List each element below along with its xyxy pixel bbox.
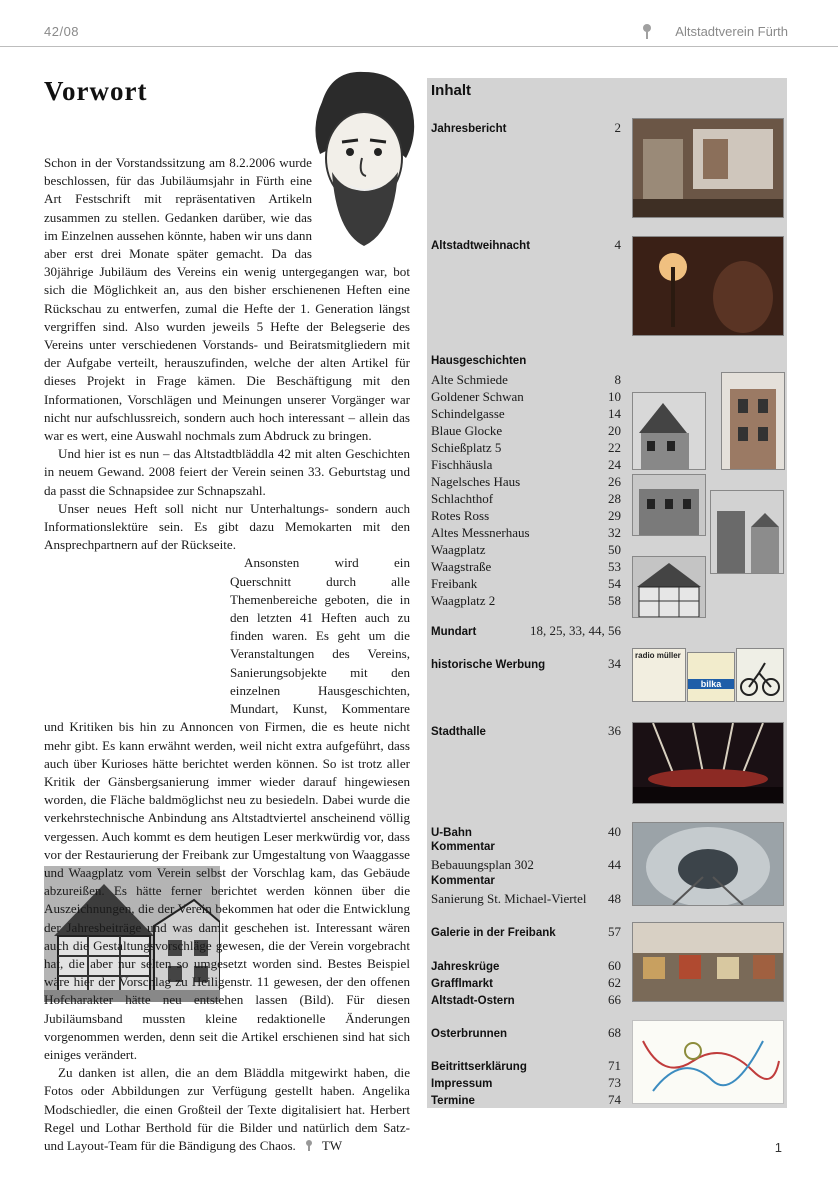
toc-entry[interactable]: Sanierung St. Michael-Viertel 48: [431, 891, 621, 906]
toc-entry[interactable]: historische Werbung 34: [431, 656, 621, 671]
toc-entry[interactable]: Galerie in der Freibank 57: [431, 924, 621, 939]
house-photo-3: [632, 474, 706, 536]
jahresbericht-photo: [632, 118, 784, 218]
toc-entry[interactable]: Beitrittserklärung 71: [431, 1058, 621, 1073]
toc-section-label: Kommentar: [431, 841, 495, 853]
toc-entry[interactable]: Impressum 73: [431, 1075, 621, 1090]
bilka-ad: bilka: [687, 652, 735, 702]
toc-section-label: Kommentar: [431, 875, 495, 887]
paragraph: [44, 554, 410, 1064]
toc-entry[interactable]: Schindelgasse 14: [431, 406, 621, 421]
toc-entry[interactable]: Altstadt-Ostern 66: [431, 992, 621, 1007]
toc-entry[interactable]: Blaue Glocke 20: [431, 423, 621, 438]
paragraph: Und hier ist es nun – das Altstadtbläddla 42 mit alten Geschichten in neuem Gewand. 2008 feiert der Verein seinen 33. Geburtstag und da passt die Schnapsidee zur Schnapszahl.: [44, 446, 410, 498]
toc-entry[interactable]: Mundart 18, 25, 33, 44, 56: [431, 623, 621, 638]
paragraph: Schon in der Vorstandssitzung am 8.2.2006 wurde beschlossen, für das Jubiläumsjahr in Fürth eine Art Festschrift mit repräsentativen Artikeln zusammen zu stellen. Gedanken darüber, wie das im Einzelnen aussehen könnte, haben wir uns dann aber erst drei Monate später gemacht. Da das 30jährige Jubiläum des Vereins ein wenig untergegangen war, bot sich die Möglichkeit an, aus den bisher erschienenen Heften eine Rückschau zu entwerfen, zumal die Hefte der 1. Generation längst vergriffen sind. Also wurden jeweils 5 Hefte der Belegserie des Vereins unter verschiedenen Vorstands- und Beiratsmitgliedern mit der Aufgabe verteilt, herauszufinden, welche der alten Artikel für dieses Projekt in Frage kämen. Die Beschäftigung mit den Informationen, Vorschlägen und Meinungen unserer Vorgänger war nicht nur aufschlussreich, sondern auch hoch interessant – allein das war es wert, eine Auswahl nochmals zum Abdruck zu bringen.: [44, 155, 410, 444]
toc-section-label: Hausgeschichten: [431, 355, 527, 367]
toc-entry[interactable]: Waagplatz 50: [431, 542, 621, 557]
house-photo-5: [632, 556, 706, 618]
toc-entry[interactable]: Waagplatz 2 58: [431, 593, 621, 608]
paragraph: Unser neues Heft soll nicht nur Unterhaltungs- sondern auch Informationslektüre sein. Es gibt dazu Memokarten mit den Ansprechpartnern auf der Rückseite.: [44, 500, 410, 553]
house-photo-1: [632, 392, 706, 470]
toc-heading: Inhalt: [431, 82, 471, 99]
paragraph-text: Ansonsten wird ein Querschnitt durch alle Themenbereiche geboten, die in den letzten 41 Heften auch zu finden waren. Es geht um die Veranstaltungen des Vereins, Sanierungsobjekte mit den einzelnen Hausgeschichten, Mundart, Kunst, Kommentare und Kritiken bis hin zu Annoncen von Firmen, die es heute nicht mehr gibt. Es kann erwähnt werden, weil nicht extra aufgeführt, dass auch über Kurioses hätte berichtet werden können. So ist trotz aller Kritik der Gänsbergsanierung immer wieder darauf hingewiesen worden, die Fläche baldmöglichst neu zu besiedeln. Dabei wurde die verkehrstechnische Anbindung ans Altstadtviertel anscheinend völlig vergessen. Auch kommt es dem heutigen Leser merkwürdig vor, dass vor der Restaurierung der Freibank zur Umgestaltung von Waaggasse und Waagplatz vom Verein selbst der Vorschlag kam, das Gebäude abzureißen. Es hätte ferner berichtet werden können über die Auszeichnungen, die der Verein bekommen hat oder die Entwicklung der Jahresbeiträge und was damit geschehen ist. Interessant wären auch die Gestaltungsvorschläge gewesen, die der Verein vorgebracht hat, die aber nur selten so umgesetzt worden sind. Bestes Beispiel wäre hier der Vorschlag zu Heiligenstr. 11 gewesen, der den offenen Hofcharakter hätte neu entstehen lassen (Bild). Für diesen Jubiläumsband mussten kleine redaktionelle Änderungen vorgenommen werden, denn seit die Artikel erschienen sind hat sich einiges verändert.: [44, 555, 410, 1062]
toc-entry[interactable]: Osterbrunnen 68: [431, 1025, 621, 1040]
toc-entry[interactable]: Alte Schmiede 8: [431, 372, 621, 387]
altstadtweihnacht-photo: [632, 236, 784, 336]
osterbrunnen-drawing: [632, 1020, 784, 1104]
ubahn-tunnel-photo: [632, 822, 784, 906]
toc-entry[interactable]: Waagstraße 53: [431, 559, 621, 574]
paragraph: [44, 1064, 410, 1155]
issue-number: 42/08: [44, 24, 80, 39]
header-divider: [0, 46, 838, 47]
signature: TW: [321, 1137, 343, 1153]
thistle-icon: [304, 1139, 314, 1151]
galerie-freibank-photo: [632, 922, 784, 1002]
article-title: Vorwort: [44, 76, 148, 106]
toc-entry[interactable]: Nagelsches Haus 26: [431, 474, 621, 489]
toc-entry[interactable]: Fischhäusla 24: [431, 457, 621, 472]
toc-entry[interactable]: Altes Messnerhaus 32: [431, 525, 621, 540]
toc-entry[interactable]: Goldener Schwan 10: [431, 389, 621, 404]
toc-entry[interactable]: Schlachthof 28: [431, 491, 621, 506]
toc-entry[interactable]: Grafflmarkt 62: [431, 975, 621, 990]
toc-entry[interactable]: Jahresbericht 2: [431, 120, 621, 135]
house-photo-4: [710, 490, 784, 574]
toc-entry[interactable]: Bebauungsplan 302 44: [431, 857, 621, 872]
toc-entry[interactable]: Stadthalle 36: [431, 723, 621, 738]
publisher-name: Altstadtverein Fürth: [675, 24, 788, 39]
page-number: 1: [774, 1140, 782, 1155]
toc-entry[interactable]: U-Bahn 40: [431, 824, 621, 839]
house-photo-2: [721, 372, 785, 470]
stadthalle-photo: [632, 722, 784, 804]
toc-entry[interactable]: Termine 74: [431, 1092, 621, 1107]
article-body: [44, 154, 410, 1155]
toc-entry[interactable]: Schießplatz 5 22: [431, 440, 621, 455]
bicycle-ad: [736, 648, 784, 702]
toc-entry[interactable]: Altstadtweihnacht 4: [431, 237, 621, 252]
radio-mueller-ad: radio müller: [632, 648, 686, 702]
thistle-icon: [640, 22, 654, 40]
toc-entry[interactable]: Freibank 54: [431, 576, 621, 591]
paragraph-text: Zu danken ist allen, die an dem Bläddla mitgewirkt haben, die Fotos oder Abbildungen zur Verfügung gestellt haben. Angelika Modschiedler, die einen Großteil der Texte digitalisiert hat. Herbert Regel und Lothar Berthold für die Bilder und natürlich dem Satz- und Layout-Team für die Bändigung des Chaos.: [44, 1065, 410, 1153]
toc-entry[interactable]: Jahreskrüge 60: [431, 958, 621, 973]
toc-entry[interactable]: Rotes Ross 29: [431, 508, 621, 523]
